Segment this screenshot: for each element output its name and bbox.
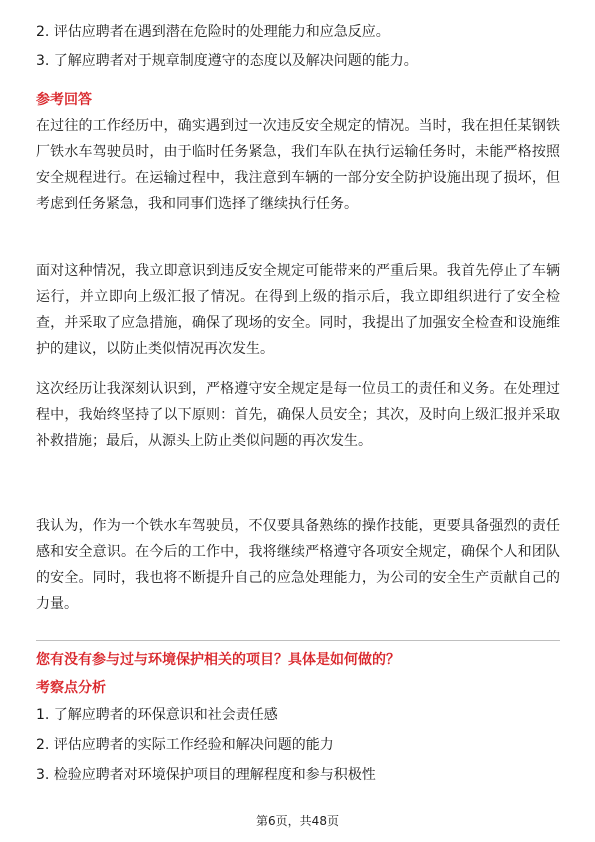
answer-paragraph-4: 我认为，作为一个铁水车驾驶员，不仅要具备熟练的操作技能，更要具备强烈的责任感和安全意识。在今后的工作中，我将继续严格遵守各项安全规定，确保个人和团队的安全。同时，我也将不断提升自己的应急处理能力，为公司的安全生产贡献自己的力量。 [36,518,560,612]
analysis-point-3: 3. 检验应聘者对环境保护项目的理解程度和参与积极性 [36,767,376,783]
answer-heading: 参考回答 [36,92,92,108]
question-heading: 您有没有参与过与环境保护相关的项目？具体是如何做的？ [36,652,400,668]
criterion-point-2: 2. 评估应聘者在遇到潜在危险时的处理能力和应急反应。 [36,24,390,40]
analysis-point-1: 1. 了解应聘者的环保意识和社会责任感 [36,707,278,723]
analysis-point-2: 2. 评估应聘者的实际工作经验和解决问题的能力 [36,737,334,753]
page-footer: 第6页，共48页 [256,814,339,828]
answer-paragraph-2: 面对这种情况，我立即意识到违反安全规定可能带来的严重后果。我首先停止了车辆运行，并立即向上级汇报了情况。在得到上级的指示后，我立即组织进行了安全检查，并采取了应急措施，确保了现场的安全。同时，我提出了加强安全检查和设施维护的建议，以防止类似情况再次发生。 [36,263,560,357]
answer-paragraph-1: 在过往的工作经历中，确实遇到过一次违反安全规定的情况。当时，我在担任某钢铁厂铁水车驾驶员时，由于临时任务紧急，我们车队在执行运输任务时，未能严格按照安全规程进行。在运输过程中，我注意到车辆的一部分安全防护设施出现了损坏，但考虑到任务紧急，我和同事们选择了继续执行任务。 [36,118,560,212]
section-divider [36,640,560,641]
answer-paragraph-3: 这次经历让我深刻认识到，严格遵守安全规定是每一位员工的责任和义务。在处理过程中，我始终坚持了以下原则：首先，确保人员安全；其次，及时向上级汇报并采取补救措施；最后，从源头上防止类似问题的再次发生。 [36,381,560,449]
criterion-point-3: 3. 了解应聘者对于规章制度遵守的态度以及解决问题的能力。 [36,53,418,69]
analysis-heading: 考察点分析 [36,680,106,696]
